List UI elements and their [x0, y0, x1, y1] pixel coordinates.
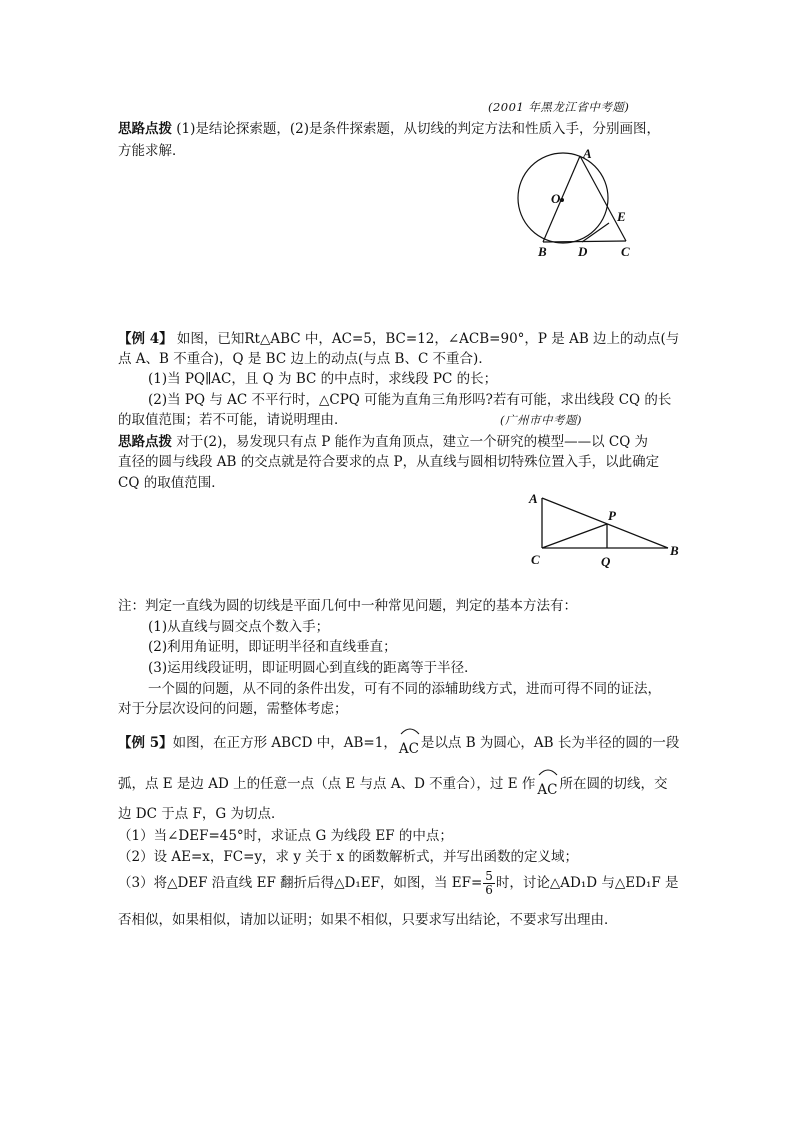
arc-icon	[399, 725, 421, 735]
example-4-question-2: (2)当 PQ 与 AC 不平行时，△CPQ 可能为直角三角形吗?若有可能，求出线段 CQ 的长	[148, 392, 672, 408]
label-c: C	[531, 552, 540, 567]
label-q: Q	[601, 554, 611, 569]
example-5-text-a: 如图，在正方形 ABCD 中，AB=1，	[172, 735, 397, 751]
example-5-label: 【例 5】	[118, 735, 173, 751]
label-d: D	[578, 244, 588, 259]
hint-paragraph-2	[118, 433, 648, 451]
arc-icon	[537, 766, 559, 776]
example-5-question-1: （1）当∠DEF=45°时，求证点 G 为线段 EF 的中点；	[118, 828, 453, 844]
example-5-question-2: （2）设 AE=x，FC=y，求 y 关于 x 的函数解析式，并写出函数的定义域；	[118, 849, 578, 865]
label-p: P	[608, 508, 616, 523]
example-5-q3-text-b: 时，讨论△AD₁D 与△ED₁F 是	[495, 875, 679, 891]
example-5-question-3-cont: 否相似，如果相似，请加以证明；如果不相似，只要求写出结论，不要求写出理由．	[118, 912, 618, 928]
example-5-text-d: 所在圆的切线，交	[559, 776, 668, 792]
label-b: B	[670, 543, 679, 558]
label-c: C	[621, 244, 630, 259]
label-b: B	[538, 244, 547, 259]
example-4-text: 如图，已知Rt△ABC 中，AC=5，BC=12，∠ACB=90°，P 是 AB 边上的动点(与	[172, 331, 680, 347]
example-4-source: (广州市中考题)	[500, 413, 582, 427]
segment-ac	[580, 156, 626, 241]
hint-label: 思路点拨	[118, 121, 172, 137]
example-4-line-1	[118, 330, 679, 348]
hint-paragraph-2-line-2: 直径的圆与线段 AB 的交点就是符合要求的点 P，从直线与圆相切特殊位置入手，以此确定	[118, 454, 660, 470]
figure-right-triangle	[522, 488, 692, 570]
arc-ac-text: AC	[398, 741, 419, 757]
figure-circle-tangent	[505, 140, 655, 265]
fraction-denominator: 6	[485, 883, 493, 897]
hint-label-2: 思路点拨	[118, 434, 172, 450]
example-5-line-3: 边 DC 于点 F，G 为切点．	[118, 806, 285, 822]
note-method-3: (3)运用线段证明，即证明圆心到直线的距离等于半径．	[148, 660, 478, 676]
note-intro: 注：判定一直线为圆的切线是平面几何中一种常见问题，判定的基本方法有：	[118, 598, 577, 614]
example-4-question-1: (1)当 PQ∥AC，且 Q 为 BC 的中点时，求线段 PC 的长；	[148, 371, 498, 387]
hint-2-text: 对于(2)，易发现只有点 P 能作为直角顶点，建立一个研究的模型——以 CQ 为	[172, 434, 649, 450]
label-a: A	[583, 146, 592, 161]
fraction-numerator: 5	[485, 869, 493, 883]
center-point-o	[560, 198, 564, 202]
arc-ac	[398, 734, 419, 757]
hint-text: (1)是结论探索题，(2)是条件探索题，从切线的判定方法和性质入手，分别画图，	[172, 121, 661, 137]
example-5-text-c: 弧，点 E 是边 AD 上的任意一点（点 E 与点 A、D 不重合），过 E 作	[118, 776, 536, 792]
note-method-2: (2)利用角证明，即证明半径和直线垂直；	[148, 639, 397, 655]
note-paragraph: 一个圆的问题，从不同的条件出发，可有不同的添辅助线方式，进而可得不同的证法，	[148, 681, 661, 697]
arc-ac-2	[537, 775, 558, 798]
arc-ac-text-2: AC	[537, 782, 558, 798]
fraction-5-6	[483, 870, 495, 897]
example-5-question-3	[118, 870, 679, 897]
label-o: O	[551, 191, 561, 206]
tangent-de	[582, 223, 609, 242]
hint-paragraph-2-line-3: CQ 的取值范围．	[118, 475, 225, 491]
hint-paragraph-1	[118, 120, 660, 138]
example-4-question-2-cont: 的取值范围；若不可能，请说明理由．	[118, 412, 348, 428]
hint-paragraph-1-cont: 方能求解．	[118, 143, 186, 159]
label-e: E	[617, 209, 626, 224]
label-a: A	[529, 491, 538, 506]
example-5-line-2	[118, 775, 668, 798]
example-5-line-1	[118, 734, 680, 757]
circle-o	[518, 153, 608, 243]
example-4-label: 【例 4】	[118, 331, 173, 347]
example-5-q3-text-a: （3）将△DEF 沿直线 EF 翻折后得△D₁EF，如图，当 EF=	[118, 875, 483, 891]
example-5-text-b: 是以点 B 为圆心，AB 长为半径的圆的一段	[420, 735, 680, 751]
segment-bc	[543, 241, 626, 242]
source-citation: (2001 年黑龙江省中考题)	[488, 100, 630, 114]
note-paragraph-cont: 对于分层次设问的问题，需整体考虑；	[118, 701, 348, 717]
example-4-line-2: 点 A、B 不重合)，Q 是 BC 边上的动点(与点 B、C 不重合)．	[118, 351, 492, 367]
segment-cp	[542, 524, 607, 548]
note-method-1: (1)从直线与圆交点个数入手；	[148, 619, 330, 635]
